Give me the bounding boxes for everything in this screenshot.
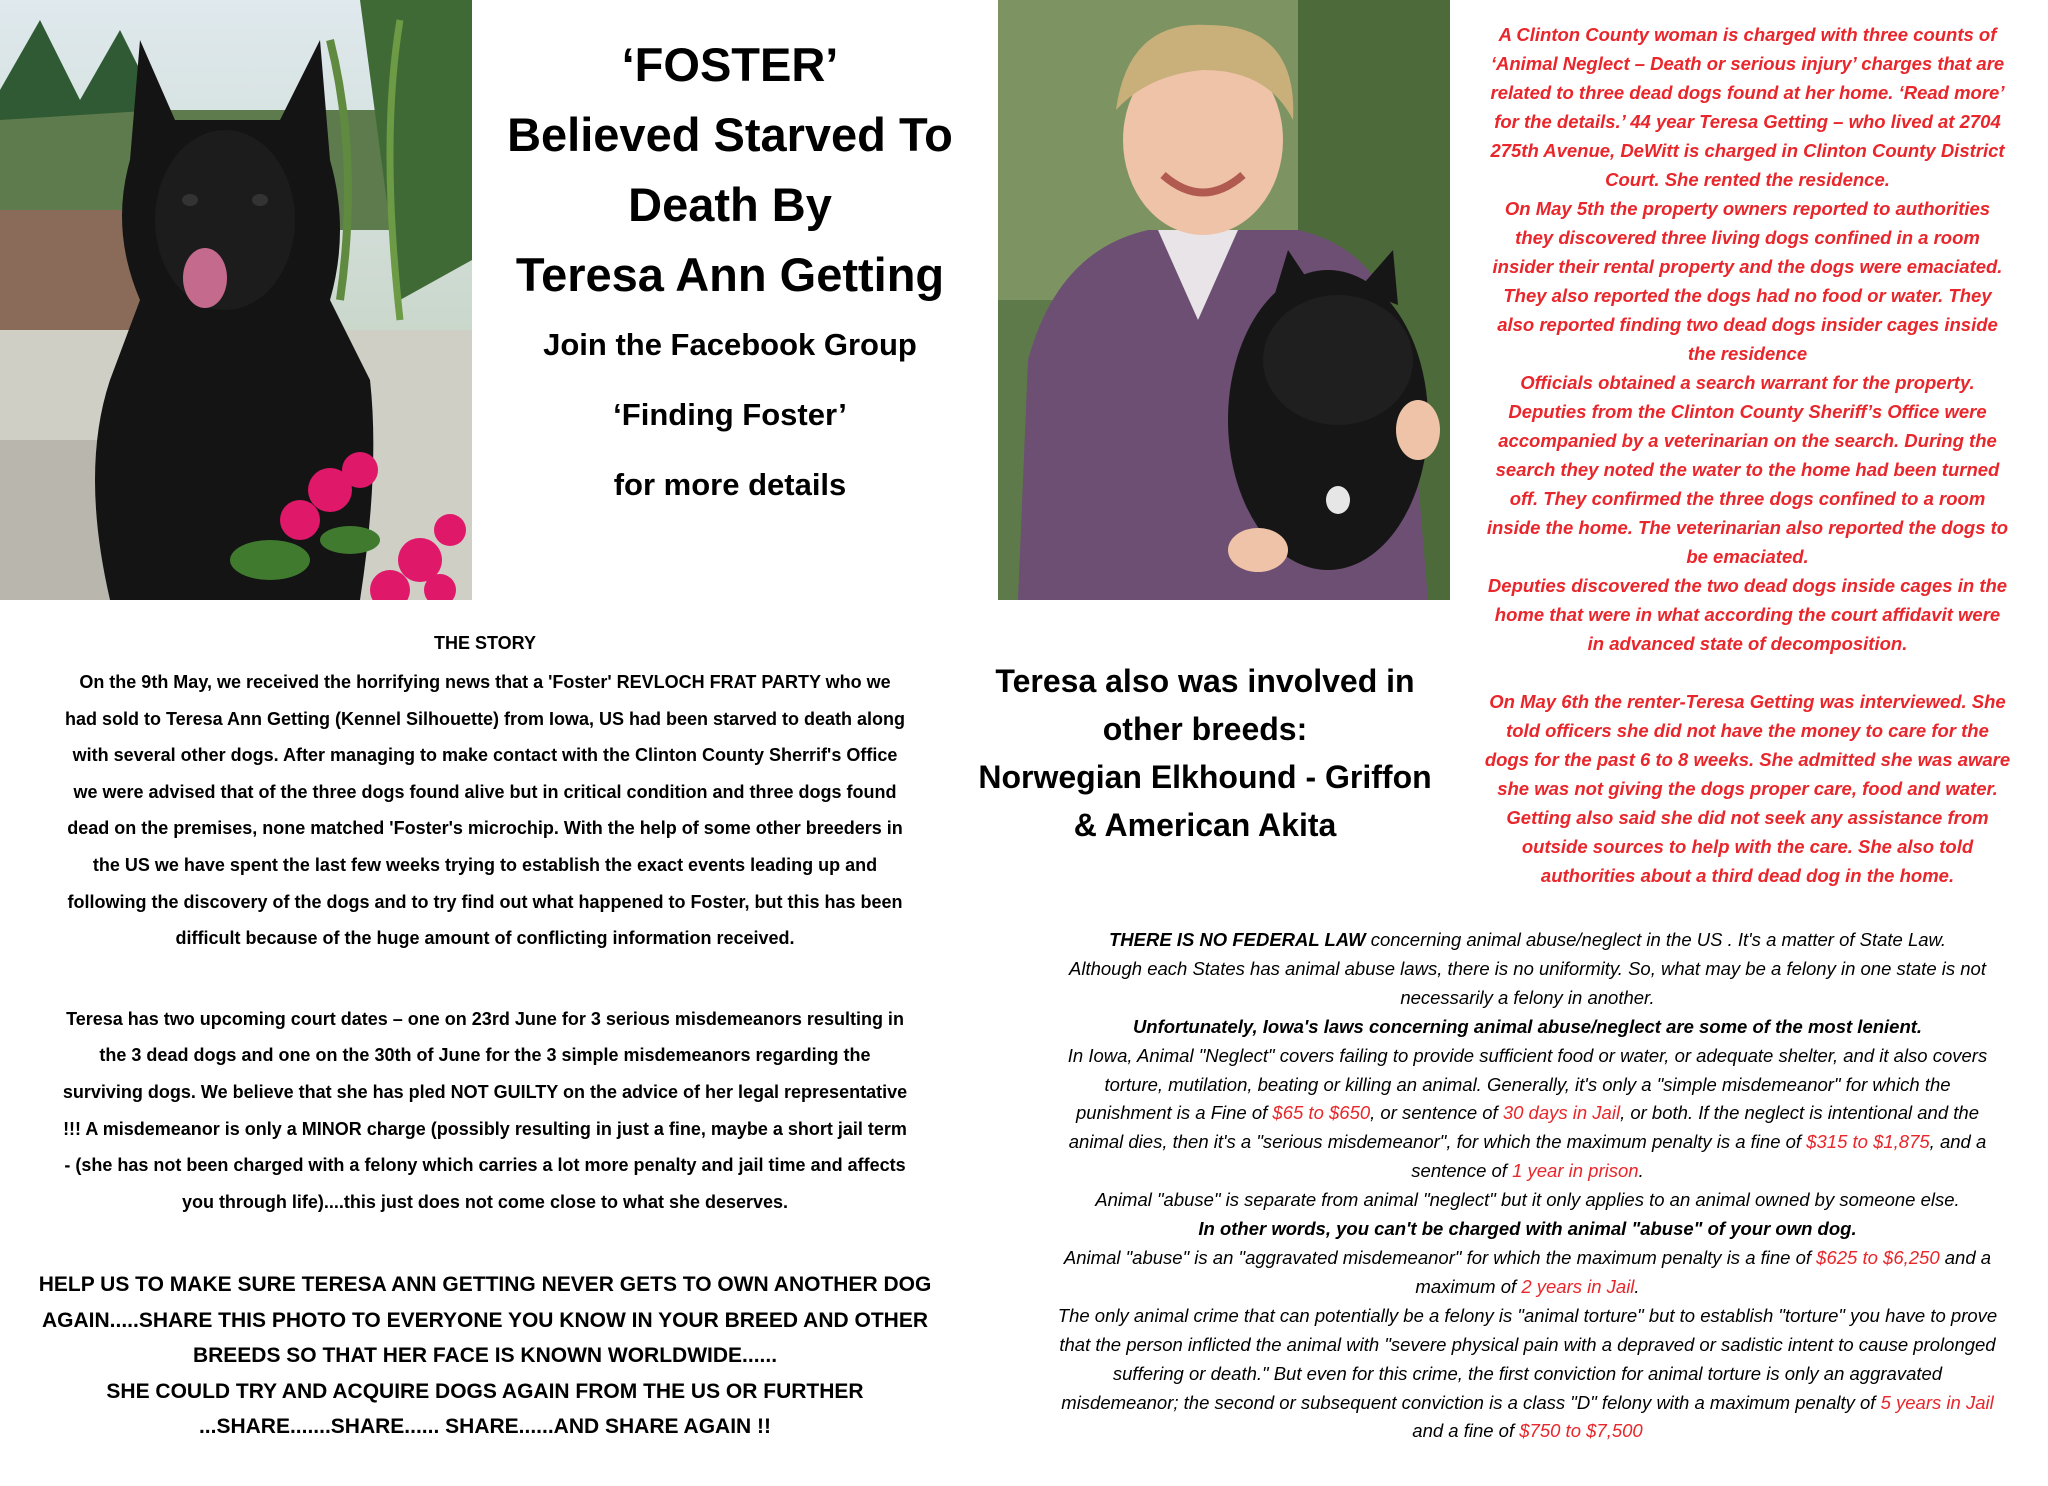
case-line: inside the home. The veterinarian also reported the dogs to (1486, 517, 2009, 538)
case-line: be emaciated. (1686, 546, 1809, 567)
cta-line: BREEDS SO THAT HER FACE IS KNOWN WORLDWIDE...... (192, 1344, 778, 1367)
case-line: Deputies from the Clinton County Sheriff’s Office were (1508, 401, 1987, 422)
case-line: authorities about a third dead dog in the home. (1540, 865, 1955, 886)
law-text: concerning animal abuse/neglect in the US . It's a matter of State Law. (1365, 929, 1947, 950)
join-line: ‘Finding Foster’ (613, 397, 847, 432)
case-line: Deputies discovered the two dead dogs inside cages in the (1487, 575, 2008, 596)
law-line (1010, 926, 2045, 955)
case-line: they discovered three living dogs confined in a room (1515, 227, 1980, 248)
case-line: ‘Animal Neglect – Death or serious injury’ charges that are (1490, 53, 2005, 74)
case-line: the residence (1687, 343, 1808, 364)
penalty-amount: $315 to $1,875 (1806, 1131, 1930, 1153)
breeds-line: Norwegian Elkhound - Griffon (978, 759, 1432, 795)
story-line: we were advised that of the three dogs found alive but in critical condition and three dogs found (73, 781, 897, 802)
law-text: , and a (1929, 1131, 1987, 1153)
story-line: the US we have spent the last few weeks trying to establish the exact events leading up and (92, 854, 878, 875)
law-text: Animal "abuse" is an "aggravated misdemeanor" for which the maximum penalty is a fine of (1063, 1246, 1817, 1268)
penalty-amount: $65 to $650 (1272, 1102, 1371, 1124)
law-line (1010, 1389, 2045, 1418)
paragraph-gap (1470, 658, 2025, 687)
law-line (1010, 1128, 2045, 1157)
story-line: !!! A misdemeanor is only a MINOR charge (possibly resulting in just a fine, maybe a short jail term (63, 1118, 907, 1139)
case-report (1470, 20, 2025, 890)
title-line: Death By (628, 178, 832, 231)
paragraph-gap (20, 957, 950, 1001)
case-line: told officers she did not have the money to care for the (1506, 720, 1989, 741)
case-line: off. They confirmed the three dogs confined to a room (1509, 488, 1986, 509)
law-line (1010, 1157, 2045, 1186)
law-line: suffering or death." But even for this crime, the first conviction for animal torture is only an aggravated (1112, 1362, 1943, 1384)
law-text: . (1634, 1275, 1640, 1297)
breeds-line: Teresa also was involved in (995, 663, 1415, 699)
law-line: that the person inflicted the animal with "severe physical pain with a depraved or sadistic intent to cause prolonged (1059, 1333, 1996, 1355)
story-line: surviving dogs. We believe that she has pled NOT GUILTY on the advice of her legal representative (62, 1081, 908, 1102)
case-line: They also reported the dogs had no food or water. They (1503, 285, 1992, 306)
law-line: Although each States has animal abuse laws, there is no uniformity. So, what may be a felony in one state is not (1069, 957, 1986, 979)
law-line: Unfortunately, Iowa's laws concerning animal abuse/neglect are some of the most lenient. (1132, 1015, 1923, 1037)
story-section (20, 628, 950, 1220)
penalty-amount: 2 years in Jail (1521, 1275, 1635, 1297)
breeds-block (950, 657, 1460, 849)
penalty-amount: 30 days in Jail (1502, 1102, 1621, 1124)
law-line: In other words, you can't be charged with animal "abuse" of your own dog. (1198, 1218, 1857, 1240)
breeds-line: other breeds: (1102, 711, 1308, 747)
story-line: following the discovery of the dogs and to try find out what happened to Foster, but this has been (67, 891, 903, 912)
title-line: Believed Starved To (507, 108, 953, 161)
cta-line: AGAIN.....SHARE THIS PHOTO TO EVERYONE YOU KNOW IN YOUR BREED AND OTHER (42, 1308, 928, 1332)
cta-line: SHE COULD TRY AND ACQUIRE DOGS AGAIN FROM THE US OR FURTHER (106, 1379, 864, 1403)
case-line: On May 6th the renter-Teresa Getting was interviewed. She (1489, 691, 2006, 712)
case-line: dogs for the past 6 to 8 weeks. She admitted she was aware (1484, 749, 2011, 770)
story-line: had sold to Teresa Ann Getting (Kennel Silhouette) from Iowa, US had been starved to death along (64, 708, 906, 729)
story-line: dead on the premises, none matched 'Foster's microchip. With the help of some other breeders in (67, 818, 903, 839)
case-line: for the details.’ 44 year Teresa Getting – who lived at 2704 (1494, 111, 2001, 132)
case-line: related to three dead dogs found at her home. ‘Read more’ (1490, 82, 2005, 103)
cta-line: HELP US TO MAKE SURE TERESA ANN GETTING NEVER GETS TO OWN ANOTHER DOG (38, 1273, 932, 1296)
story-line: the 3 dead dogs and one on the 30th of June for the 3 simple misdemeanors regarding the (99, 1045, 871, 1066)
story-heading: THE STORY (433, 633, 536, 653)
law-line: torture, mutilation, beating or killing an animal. Generally, it's only a "simple misdemeanor" for which the (1104, 1073, 1951, 1095)
story-line: with several other dogs. After managing to make contact with the Clinton County Sherrif's Office (72, 745, 898, 766)
law-text: and a (1939, 1246, 1992, 1268)
case-line: home that were in what according the court affidavit were (1494, 604, 2001, 625)
penalty-amount: 1 year in prison (1512, 1160, 1639, 1182)
call-to-action (20, 1267, 950, 1445)
case-line: On May 5th the property owners reported to authorities (1504, 198, 1991, 219)
woman-image (998, 0, 1450, 600)
law-line (1010, 1099, 2045, 1128)
story-line: - (she has not been charged with a felony which carries a lot more penalty and jail time and affects (64, 1155, 906, 1176)
law-text: and a fine of (1412, 1420, 1520, 1442)
law-section (1010, 926, 2045, 1446)
story-line: On the 9th May, we received the horrifying news that a 'Foster' REVLOCH FRAT PARTY who we (79, 672, 891, 692)
case-line: Officials obtained a search warrant for the property. (1520, 372, 1975, 393)
case-line: A Clinton County woman is charged with three counts of (1498, 24, 1997, 45)
law-line: The only animal crime that can potentially be a felony is "animal torture" but to establish "torture" you have to prove (1057, 1304, 1998, 1326)
breeds-line: & American Akita (1073, 807, 1337, 843)
law-line (1010, 1244, 2045, 1273)
case-line: Getting also said she did not seek any assistance from (1506, 807, 1989, 828)
law-line: necessarily a felony in another. (1400, 986, 1655, 1008)
case-line: outside sources to help with the care. She also told (1521, 836, 1974, 857)
title-block (470, 30, 990, 520)
law-text: animal dies, then it's a "serious misdemeanor", for which the maximum penalty is a fine of (1068, 1131, 1807, 1153)
case-line: search they noted the water to the home had been turned (1495, 459, 2000, 480)
penalty-amount: $625 to $6,250 (1816, 1246, 1940, 1268)
join-line: Join the Facebook Group (543, 327, 917, 362)
law-text: punishment is a Fine of (1076, 1102, 1273, 1124)
case-line: accompanied by a veterinarian on the search. During the (1498, 430, 1997, 451)
story-line: difficult because of the huge amount of conflicting information received. (175, 928, 795, 949)
law-line: Animal "abuse" is separate from animal "neglect" but it only applies to an animal owned by someone else. (1095, 1189, 1960, 1211)
join-line: for more details (613, 467, 847, 502)
law-text: , or both. If the neglect is intentional and the (1620, 1102, 1979, 1124)
case-line: also reported finding two dead dogs insider cages inside (1497, 314, 1998, 335)
law-text: . (1638, 1160, 1644, 1182)
law-line (1010, 1273, 2045, 1302)
law-text: , or sentence of (1370, 1102, 1503, 1124)
case-line: Court. She rented the residence. (1605, 169, 1890, 190)
story-line: you through life)....this just does not come close to what she deserves. (181, 1191, 789, 1212)
case-line: in advanced state of decomposition. (1587, 633, 1908, 654)
case-line: she was not giving the dogs proper care, food and water. (1497, 778, 1998, 799)
cta-line: ...SHARE.......SHARE...... SHARE......AND SHARE AGAIN !! (198, 1415, 772, 1438)
penalty-amount: 5 years in Jail (1880, 1391, 1994, 1413)
law-line: In Iowa, Animal "Neglect" covers failing to provide sufficient food or water, or adequate shelter, and it also covers (1067, 1044, 1988, 1066)
case-line: insider their rental property and the dogs were emaciated. (1492, 256, 2003, 277)
title-line: ‘FOSTER’ (621, 38, 839, 91)
dog-image (0, 0, 472, 600)
woman-with-puppy-photo (998, 0, 1450, 600)
title-line: Teresa Ann Getting (515, 248, 945, 301)
law-text: maximum of (1415, 1275, 1522, 1297)
dog-photo (0, 0, 472, 600)
case-line: 275th Avenue, DeWitt is charged in Clinton County District (1490, 140, 2005, 161)
law-text: sentence of (1411, 1160, 1513, 1182)
penalty-amount: $750 to $7,500 (1519, 1420, 1643, 1442)
law-line (1010, 1417, 2045, 1446)
law-emphasis: THERE IS NO FEDERAL LAW (1108, 929, 1366, 950)
law-text: misdemeanor; the second or subsequent conviction is a class "D" felony with a maximum penalty of (1061, 1391, 1881, 1413)
story-line: Teresa has two upcoming court dates – one on 23rd June for 3 serious misdemeanors resulting in (66, 1008, 904, 1029)
